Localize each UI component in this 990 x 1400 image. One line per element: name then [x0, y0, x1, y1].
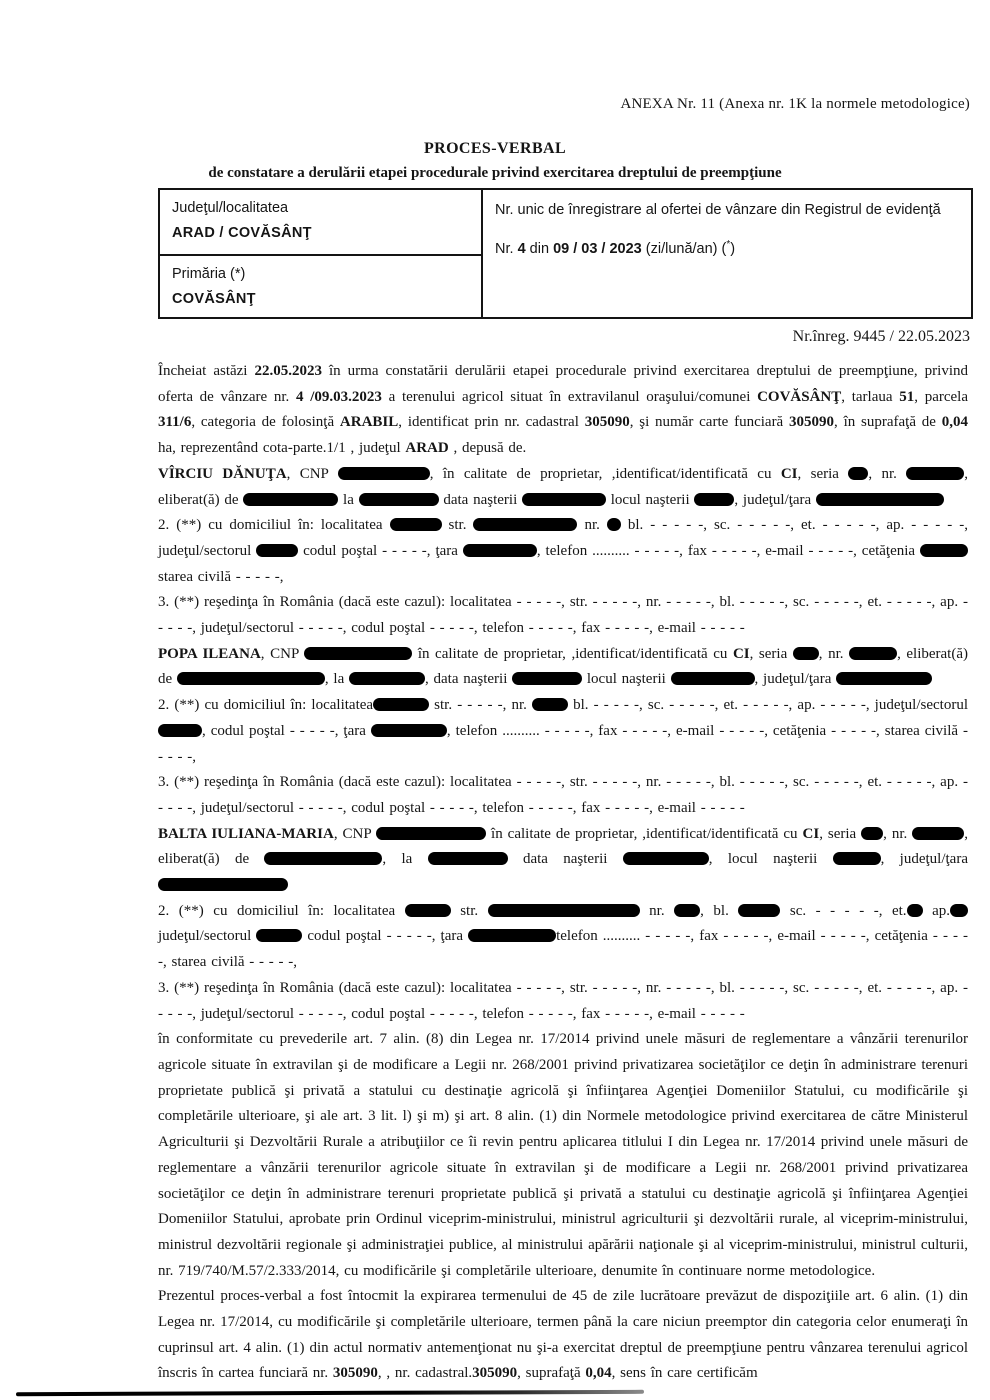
county-label: Judeţul/localitatea: [172, 200, 289, 216]
primaria-label: Primăria (*): [172, 266, 246, 282]
redaction-bar: [177, 672, 325, 685]
redaction-bar: [623, 852, 709, 865]
paragraph-owner2-domiciliu: 2. (**) cu domiciliul în: localitatea str. - - - - -, nr. bl. - - - - -, sc. - - - - -, et. - - - - -, ap. - - - - -, judeţul/sectorul, codul poştal - - - - -, ţara , telefon .......... - - - - -, fax - - - - -, e-mail - - - - -, cetăţenia - - - - -, starea civilă - - - - -,: [158, 697, 969, 765]
redaction-bar: [836, 672, 932, 685]
registry-cell-offer-number: [483, 190, 971, 317]
document-title: PROCES-VERBAL: [423, 140, 567, 157]
paragraph-owner2-identity: POPA ILEANA, CNP în calitate de proprietar, ,identificat/identificată cu CI, seria , nr. , eliberat(ă) de , la , data naşterii locul naşterii , judeţul/ţara: [158, 645, 969, 688]
redaction-bar: [256, 929, 302, 942]
redaction-bar: [264, 852, 382, 865]
paragraph-owner3-domiciliu: 2. (**) cu domiciliul în: localitatea str. nr. , bl. sc. - - - - -, et. ap. judeţul/sectorul codul poştal - - - - -, ţara telefon .......... - - - - -, fax - - - - -, e-mail - - - - -, cetăţenia - - - - -, starea civilă - - - - -,: [158, 902, 969, 971]
county-value: ARAD / COVĂSÂNŢ: [172, 225, 312, 241]
redaction-bar: [522, 493, 606, 506]
redaction-bar: [243, 493, 338, 506]
redaction-bar: [376, 827, 486, 840]
redaction-bar: [390, 518, 442, 531]
redaction-bar: [338, 467, 430, 480]
paragraph-owner1-resedinta: 3. (**) reşedinţa în România (dacă este cazul): localitatea - - - - -, str. - - - - -, nr. - - - - -, bl. - - - - -, sc. - - - - -, et. - - - - -, ap. - - - - -, judeţul/sectorul - - - - -, codul poştal - - - - -, telefon - - - - -, fax - - - - -, e-mail - - - - -: [158, 594, 968, 637]
redaction-bar: [256, 544, 298, 557]
registry-cell-county: [160, 190, 483, 256]
redaction-bar: [849, 647, 897, 660]
offer-number-label: Nr. unic de înregistrare al ofertei de vânzare din Registrul de evidenţă: [495, 202, 941, 218]
redaction-bar: [304, 647, 412, 660]
redaction-bar: [158, 878, 288, 891]
redaction-bar: [532, 698, 568, 711]
redaction-bar: [371, 724, 447, 737]
redaction-bar: [512, 672, 582, 685]
paragraph-owner2-resedinta: 3. (**) reşedinţa în România (dacă este cazul): localitatea - - - - -, str. - - - - -, nr. - - - - -, bl. - - - - -, sc. - - - - -, et. - - - - -, ap. - - - - -, judeţul/sectorul - - - - -, codul poştal - - - - -, telefon - - - - -, fax - - - - -, e-mail - - - - -: [158, 774, 968, 816]
redaction-bar: [833, 852, 881, 865]
redaction-bar: [793, 647, 819, 660]
redaction-bar: [906, 467, 964, 480]
scan-artifact-line: [16, 1390, 644, 1396]
redaction-bar: [907, 904, 923, 917]
redaction-bar: [848, 467, 868, 480]
redaction-bar: [473, 518, 577, 531]
redaction-bar: [158, 724, 202, 737]
redaction-bar: [428, 852, 508, 865]
paragraph-owner3-resedinta: 3. (**) reşedinţa în România (dacă este cazul): localitatea - - - - -, str. - - - - -, nr. - - - - -, bl. - - - - -, sc. - - - - -, et. - - - - -, ap. - - - - -, judeţul/sectorul - - - - -, codul poştal - - - - -, telefon - - - - -, fax - - - - -, e-mail - - - - -: [158, 979, 968, 1022]
paragraph-owner1-identity: VÎRCIU DĂNUŢA, CNP , în calitate de proprietar, ,identificat/identificată cu CI, seria , nr. , eliberat(ă) de la data naşterii locul naşterii , judeţul/ţara: [158, 465, 968, 508]
document-body: [158, 359, 968, 1387]
redaction-bar: [920, 544, 968, 557]
registry-table: [158, 188, 973, 319]
redaction-bar: [488, 904, 640, 917]
registration-number: Nr.înreg. 9445 / 22.05.2023: [792, 328, 970, 345]
paragraph-owner3-identity: BALTA IULIANA-MARIA, CNP în calitate de proprietar, ,identificat/identificată cu CI, seria , nr. , eliberat(ă) de , la data naşterii , locul naşterii , judeţul/ţara: [158, 822, 968, 899]
redaction-bar: [950, 904, 968, 917]
redaction-bar: [359, 493, 439, 506]
redaction-bar: [373, 698, 429, 711]
redaction-bar: [694, 493, 734, 506]
redaction-bar: [912, 827, 964, 840]
offer-number-value: Nr. 4 din 09 / 03 / 2023 (zi/lună/an) (*): [495, 239, 736, 257]
primaria-value: COVĂSÂNŢ: [172, 291, 256, 307]
redaction-bar: [816, 493, 944, 506]
redaction-bar: [671, 672, 755, 685]
redaction-bar: [607, 518, 621, 531]
paragraph-owner1-domiciliu: 2. (**) cu domiciliul în: localitatea str. nr. bl. - - - - -, sc. - - - - -, et. - - - - -, ap. - - - - -, judeţul/sectorul codul poştal - - - - -, ţara , telefon .......... - - - - -, fax - - - - -, e-mail - - - - -, cetăţenia starea civilă - - - - -,: [158, 517, 968, 585]
paragraph-prezentul: Prezentul proces-verbal a fost întocmit la expirarea termenului de 45 de zile lucrătoare prevăzut de dispoziţiile art. 6 alin. (1) din Legea nr. 17/2014, cu modificările şi completările ulterioare, termen până la care niciun preemptor din categoria celor enumeraţi în cuprinsul art. 4 alin. (1) din actul normativ antemenţionat nu şi-a exercitat dreptul de preempţiune pentru vânzarea terenului agricol înscris în cartea funciară nr. 305090, , nr. cadastral.305090, suprafaţă 0,04, sens în care certificăm: [158, 1288, 968, 1382]
document-subtitle: de constatare a derulării etapei procedurale privind exercitarea dreptului de preempţiune: [208, 165, 782, 181]
redaction-bar: [405, 904, 451, 917]
paragraph-conformitate: în conformitate cu prevederile art. 7 alin. (8) din Legea nr. 17/2014 privind unele măsuri de reglementare a vânzării terenurilor agricole situate în extravilan şi de modificare a Legii nr. 268/2001 privind privatizarea societăţilor ce deţin în administrare terenuri proprietate publică şi privată a statului cu destinaţie agricolă şi înfiinţarea Agenţiei Domeniilor Statului, cu modificările şi completările ulterioare, şi ale art. 3 lit. l) şi m) şi art. 8 alin. (1) din Normele metodologice privind exercitarea de către Ministerul Agriculturii şi Dezvoltării Rurale a atribuţiilor ce îi revin pentru aplicarea titlului I din Legea nr. 17/2014 privind unele măsuri de reglementare a vânzării terenurilor agricole situate în extravilan şi de modificare a Legii nr. 268/2001 privind privatizarea societăţilor ce deţin în administrare terenuri proprietate publică şi privată a statului cu destinaţie agricolă şi înfiinţarea Agenţiei Domeniilor Statului, aprobate prin Ordinul viceprim-ministrului, ministrul agriculturii şi dezvoltării rurale, al viceprim-ministrului, ministrul dezvoltării regionale şi administraţiei publice, al ministrului apărării naţionale şi al viceprim-ministrului, ministrul culturii, nr. 719/740/M.57/2.333/2014, cu modificările şi completările ulterioare, denumite în continuare norme metodologice.: [158, 1031, 968, 1279]
paragraph-intro: Încheiat astăzi 22.05.2023 în urma constatării derulării etapei procedurale privind exercitarea dreptului de preempţiune, privind oferta de vânzare nr. 4 /09.03.2023 a terenului agricol situat în extravilanul oraşului/comunei COVĂSÂNŢ, tarlaua 51, parcela 311/6, categoria de folosinţă ARABIL, identificat prin nr. cadastral 305090, şi număr carte funciară 305090, în suprafaţă de 0,04 ha, reprezentând cota-parte.1/1 , judeţul ARAD , depusă de.: [158, 363, 968, 457]
annex-note: ANEXA Nr. 11 (Anexa nr. 1K la normele metodologice): [620, 96, 970, 112]
registry-cell-primaria: [160, 256, 483, 317]
redaction-bar: [861, 827, 883, 840]
redaction-bar: [468, 929, 556, 942]
redaction-bar: [738, 904, 780, 917]
redaction-bar: [463, 544, 537, 557]
redaction-bar: [674, 904, 700, 917]
redaction-bar: [349, 672, 425, 685]
